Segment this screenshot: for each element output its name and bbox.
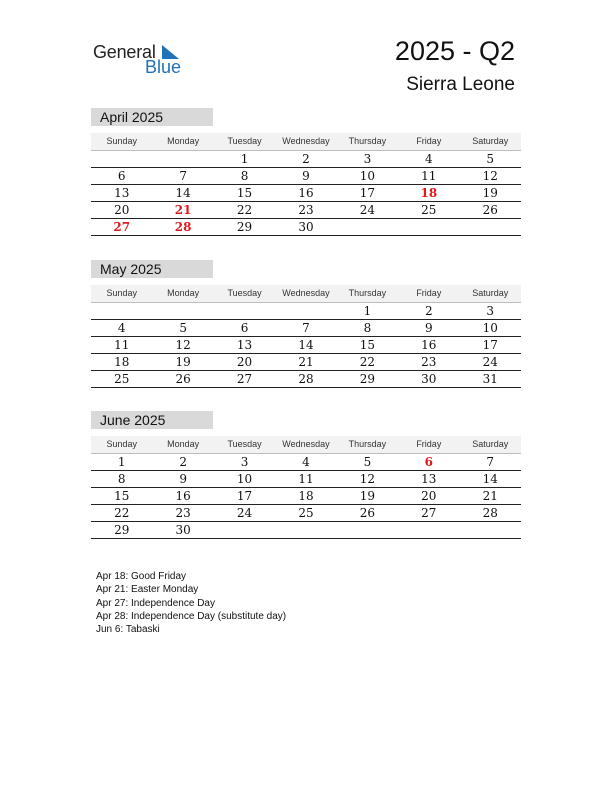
day-cell: 24 xyxy=(359,203,376,217)
day-cell: 11 xyxy=(421,169,437,183)
holiday-day-cell: 28 xyxy=(174,220,192,234)
holiday-day-cell: 27 xyxy=(113,220,131,234)
day-cell: 14 xyxy=(175,186,191,200)
day-cell: 20 xyxy=(421,489,437,503)
weekday-label: Monday xyxy=(167,439,200,449)
day-cell xyxy=(91,303,152,319)
week-row xyxy=(91,320,521,337)
month-april xyxy=(91,108,521,236)
weekday-label: Wednesday xyxy=(282,439,330,449)
day-cell xyxy=(337,219,398,235)
month-name: April 2025 xyxy=(91,108,213,126)
day-cell: 6 xyxy=(240,321,249,335)
day-cell: 30 xyxy=(175,523,191,537)
day-cell: 3 xyxy=(240,455,249,469)
weekday-label: Friday xyxy=(416,439,442,449)
day-cell: 23 xyxy=(175,506,191,520)
week-row xyxy=(91,219,521,236)
day-cell xyxy=(152,151,213,167)
day-cell: 15 xyxy=(359,338,376,352)
day-cell: 28 xyxy=(298,372,314,386)
day-cell xyxy=(275,522,336,538)
country-name: Sierra Leone xyxy=(406,74,515,95)
holiday-notes xyxy=(96,570,286,636)
day-cell xyxy=(275,303,336,319)
day-cell: 13 xyxy=(114,186,130,200)
day-cell: 3 xyxy=(486,304,495,318)
day-cell: 25 xyxy=(114,372,130,386)
logo-text-blue: Blue xyxy=(145,57,182,77)
day-cell xyxy=(460,522,521,538)
holiday-day-cell: 18 xyxy=(420,186,438,200)
day-cell: 30 xyxy=(421,372,437,386)
day-cell: 6 xyxy=(117,169,126,183)
day-cell: 26 xyxy=(359,506,376,520)
day-cell: 16 xyxy=(175,489,191,503)
day-cell: 12 xyxy=(175,338,191,352)
day-cell: 5 xyxy=(486,152,495,166)
week-row xyxy=(91,505,521,522)
day-cell: 11 xyxy=(114,338,130,352)
weekday-label: Friday xyxy=(416,288,442,298)
day-cell: 27 xyxy=(421,506,437,520)
day-cell xyxy=(398,522,459,538)
day-cell: 9 xyxy=(302,169,310,183)
day-cell: 3 xyxy=(363,152,372,166)
day-cell: 27 xyxy=(236,372,253,386)
day-cell: 14 xyxy=(482,472,498,486)
weekday-label: Saturday xyxy=(472,288,509,298)
day-cell xyxy=(214,522,275,538)
day-cell: 10 xyxy=(482,321,498,335)
day-cell: 22 xyxy=(114,506,130,520)
day-cell: 15 xyxy=(236,186,253,200)
day-cell xyxy=(398,219,459,235)
week-row xyxy=(91,202,521,219)
day-cell: 19 xyxy=(482,186,498,200)
weekday-label: Tuesday xyxy=(227,288,262,298)
day-cell: 2 xyxy=(302,152,310,166)
holiday-day-cell: 21 xyxy=(174,203,192,217)
day-cell: 22 xyxy=(236,203,253,217)
weekday-label: Thursday xyxy=(348,136,387,146)
day-cell: 21 xyxy=(482,489,498,503)
day-cell: 17 xyxy=(482,338,498,352)
holiday-note: Jun 6: Tabaski xyxy=(96,624,160,636)
day-cell: 4 xyxy=(117,321,126,335)
weekday-label: Monday xyxy=(167,288,200,298)
week-row xyxy=(91,303,521,320)
day-cell: 15 xyxy=(114,489,130,503)
day-cell: 8 xyxy=(117,472,126,486)
day-cell: 26 xyxy=(482,203,498,217)
month-name: June 2025 xyxy=(91,411,213,429)
day-cell: 26 xyxy=(175,372,191,386)
day-cell: 2 xyxy=(425,304,433,318)
week-row xyxy=(91,522,521,539)
day-cell: 1 xyxy=(240,152,249,166)
day-cell: 20 xyxy=(236,355,253,369)
day-cell: 4 xyxy=(302,455,310,469)
holiday-note: Apr 18: Good Friday xyxy=(96,571,187,582)
weekday-label: Tuesday xyxy=(227,439,262,449)
day-cell: 29 xyxy=(359,372,376,386)
week-row xyxy=(91,337,521,354)
day-cell: 9 xyxy=(179,472,187,486)
day-cell: 5 xyxy=(179,321,187,335)
day-cell: 11 xyxy=(298,472,314,486)
day-cell: 5 xyxy=(363,455,372,469)
page-title: 2025 - Q2 xyxy=(394,36,515,66)
weekday-label: Monday xyxy=(167,136,200,146)
day-cell: 23 xyxy=(421,355,437,369)
day-cell: 7 xyxy=(486,455,495,469)
day-cell: 1 xyxy=(363,304,372,318)
month-may xyxy=(91,260,521,388)
weekday-header-row xyxy=(91,436,521,454)
day-cell: 23 xyxy=(298,203,314,217)
day-cell: 25 xyxy=(421,203,437,217)
month-june xyxy=(91,411,521,539)
day-cell: 8 xyxy=(363,321,372,335)
weekday-label: Wednesday xyxy=(282,136,330,146)
day-cell: 4 xyxy=(425,152,433,166)
day-cell: 28 xyxy=(482,506,498,520)
week-row xyxy=(91,185,521,202)
week-row xyxy=(91,168,521,185)
day-cell: 24 xyxy=(236,506,253,520)
day-cell: 29 xyxy=(114,523,130,537)
day-cell: 25 xyxy=(298,506,314,520)
weekday-label: Sunday xyxy=(106,288,137,298)
day-cell: 17 xyxy=(359,186,376,200)
day-cell: 7 xyxy=(179,169,187,183)
weekday-label: Thursday xyxy=(348,288,387,298)
day-cell: 8 xyxy=(240,169,249,183)
day-cell: 31 xyxy=(482,372,498,386)
day-cell: 19 xyxy=(359,489,376,503)
day-cell: 19 xyxy=(175,355,191,369)
week-row xyxy=(91,371,521,388)
weekday-label: Saturday xyxy=(472,439,509,449)
weekday-label: Wednesday xyxy=(282,288,330,298)
day-cell xyxy=(214,303,275,319)
weekday-label: Sunday xyxy=(106,439,137,449)
day-cell xyxy=(460,219,521,235)
day-cell: 10 xyxy=(359,169,376,183)
day-cell: 12 xyxy=(482,169,498,183)
day-cell: 13 xyxy=(421,472,437,486)
week-row xyxy=(91,354,521,371)
day-cell: 30 xyxy=(298,220,314,234)
holiday-note: Apr 21: Easter Monday xyxy=(96,584,199,596)
day-cell: 17 xyxy=(236,489,253,503)
week-row xyxy=(91,471,521,488)
weekday-label: Thursday xyxy=(348,439,387,449)
day-cell: 29 xyxy=(236,220,253,234)
logo xyxy=(93,40,193,80)
day-cell: 10 xyxy=(236,472,253,486)
day-cell: 16 xyxy=(298,186,314,200)
day-cell xyxy=(91,151,152,167)
day-cell: 13 xyxy=(236,338,253,352)
weekday-header-row xyxy=(91,133,521,151)
day-cell: 18 xyxy=(114,355,130,369)
logo-text-general: General xyxy=(93,42,156,62)
day-cell: 2 xyxy=(179,455,187,469)
weekday-label: Sunday xyxy=(106,136,137,146)
weekday-label: Saturday xyxy=(472,136,509,146)
day-cell: 18 xyxy=(298,489,314,503)
weekday-label: Tuesday xyxy=(227,136,262,146)
day-cell: 14 xyxy=(298,338,314,352)
holiday-day-cell: 6 xyxy=(424,455,433,469)
week-row xyxy=(91,488,521,505)
day-cell: 22 xyxy=(359,355,376,369)
day-cell: 24 xyxy=(482,355,498,369)
weekday-label: Friday xyxy=(416,136,442,146)
day-cell: 7 xyxy=(302,321,310,335)
holiday-note: Apr 27: Independence Day xyxy=(96,597,215,609)
weekday-header-row xyxy=(91,285,521,303)
month-name: May 2025 xyxy=(91,260,213,278)
day-cell: 12 xyxy=(359,472,376,486)
day-cell: 9 xyxy=(425,321,433,335)
day-cell: 1 xyxy=(117,455,126,469)
holiday-note: Apr 28: Independence Day (substitute day) xyxy=(96,610,287,622)
day-cell: 16 xyxy=(421,338,437,352)
day-cell xyxy=(337,522,398,538)
day-cell: 20 xyxy=(114,203,130,217)
week-row xyxy=(91,151,521,168)
day-cell: 21 xyxy=(298,355,314,369)
day-cell xyxy=(152,303,213,319)
week-row xyxy=(91,454,521,471)
